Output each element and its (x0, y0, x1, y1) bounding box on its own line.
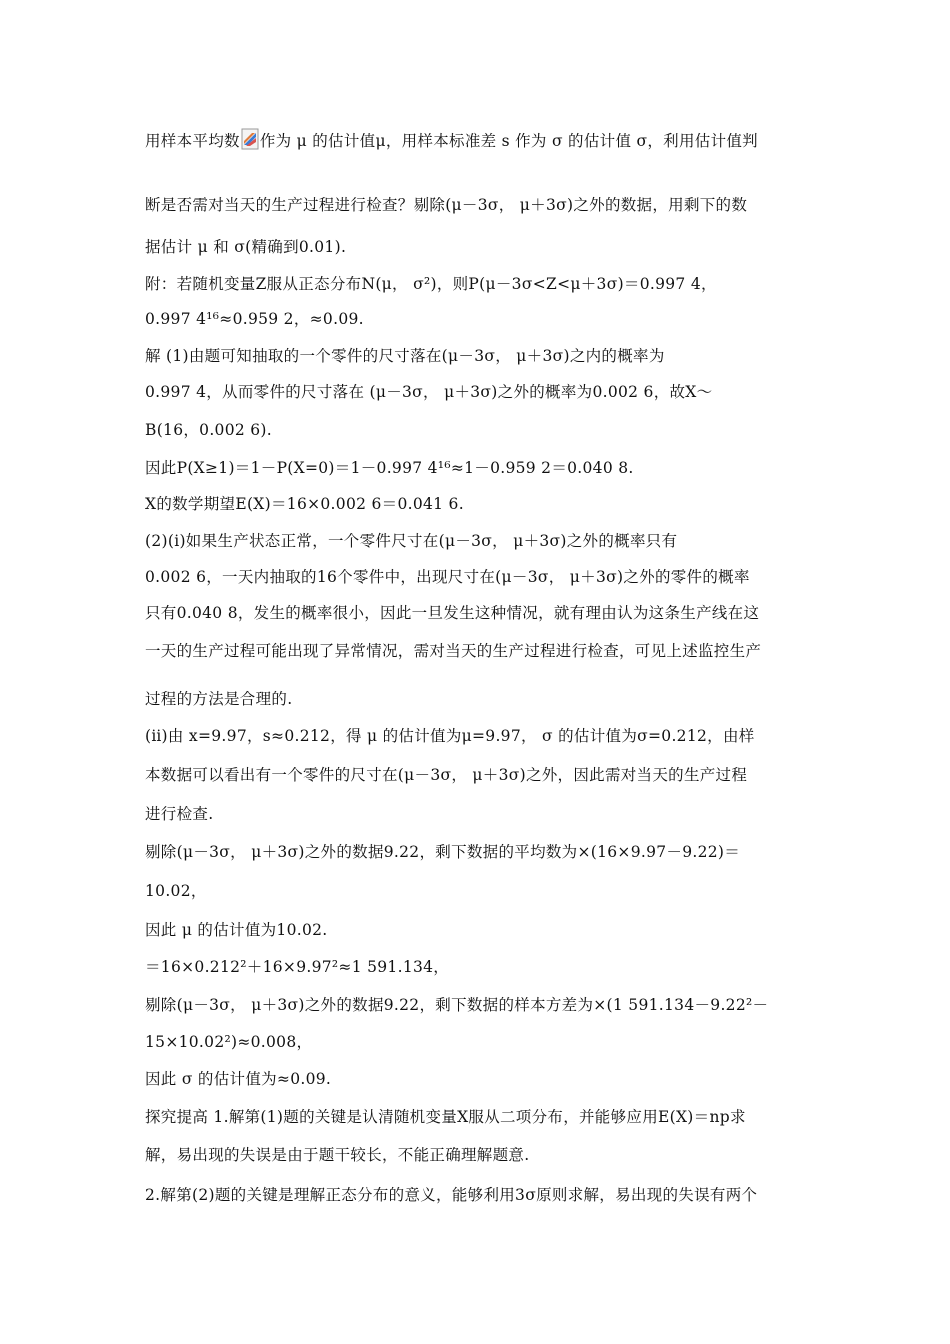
text-line-1 (145, 128, 758, 151)
text-line-11: (2)(ⅰ)如果生产状态正常，一个零件尺寸在(μ－3σ， μ＋3σ)之外的概率只有 (145, 532, 678, 550)
text-line-25: 因此 σ 的估计值为≈0.09. (145, 1070, 332, 1088)
text-line-24: 15×10.02²)≈0.008， (145, 1033, 313, 1051)
text-line-26: 探究提高 1.解第(1)题的关键是认清随机变量X服从二项分布，并能够应用E(X)＝np求 (145, 1108, 746, 1126)
text-line-23: 剔除(μ－3σ， μ＋3σ)之外的数据9.22，剩下数据的样本方差为×(1 591.134－9.22²－ (145, 996, 769, 1014)
text-line-4: 附：若随机变量Z服从正态分布N(μ， σ²)，则P(μ－3σ<Z<μ＋3σ)＝0.997 4， (145, 275, 717, 293)
text-line-15: 过程的方法是合理的. (145, 690, 293, 708)
text-line-2: 断是否需对当天的生产过程进行检查？剔除(μ－3σ， μ＋3σ)之外的数据，用剩下的数 (145, 196, 748, 214)
text-line-9: 因此P(X≥1)＝1－P(X=0)＝1－0.997 4¹⁶≈1－0.959 2＝0.040 8. (145, 459, 634, 477)
text-line-21: 因此 μ 的估计值为10.02. (145, 921, 328, 939)
text-segment: 作为 μ 的估计值μ，用样本标准差 s 作为 σ 的估计值 σ，利用估计值判 (259, 132, 758, 150)
text-line-12: 0.002 6，一天内抽取的16个零件中，出现尺寸在(μ－3σ， μ＋3σ)之外的零件的概率 (145, 568, 750, 586)
text-line-3: 据估计 μ 和 σ(精确到0.01). (145, 238, 347, 256)
text-line-8: B(16，0.002 6). (145, 421, 272, 439)
text-line-17: 本数据可以看出有一个零件的尺寸在(μ－3σ， μ＋3σ)之外，因此需对当天的生产过程 (145, 766, 748, 784)
broken-image-icon (241, 128, 259, 150)
text-line-22: ＝16×0.212²＋16×9.97²≈1 591.134， (145, 958, 450, 976)
text-line-7: 0.997 4，从而零件的尺寸落在 (μ－3σ， μ＋3σ)之外的概率为0.002 6，故X～ (145, 383, 713, 401)
text-line-20: 10.02， (145, 882, 207, 900)
text-line-10: X的数学期望E(X)＝16×0.002 6＝0.041 6. (145, 495, 464, 513)
text-line-18: 进行检查. (145, 805, 214, 823)
text-line-5: 0.997 4¹⁶≈0.959 2，≈0.09. (145, 310, 364, 328)
text-segment: 用样本平均数 (145, 132, 240, 150)
text-line-19: 剔除(μ－3σ， μ＋3σ)之外的数据9.22，剩下数据的平均数为×(16×9.97－9.22)＝ (145, 843, 741, 861)
text-line-27: 解，易出现的失误是由于题干较长，不能正确理解题意. (145, 1146, 530, 1164)
text-line-13: 只有0.040 8，发生的概率很小，因此一旦发生这种情况，就有理由认为这条生产线在这 (145, 604, 760, 622)
text-line-28: 2.解第(2)题的关键是理解正态分布的意义，能够利用3σ原则求解，易出现的失误有两个 (145, 1186, 758, 1204)
text-line-6: 解 (1)由题可知抽取的一个零件的尺寸落在(μ－3σ， μ＋3σ)之内的概率为 (145, 347, 665, 365)
text-line-16: (ⅱ)由 x=9.97，s≈0.212，得 μ 的估计值为μ=9.97， σ 的估计值为σ=0.212，由样 (145, 727, 755, 745)
text-line-14: 一天的生产过程可能出现了异常情况，需对当天的生产过程进行检查，可见上述监控生产 (145, 642, 762, 660)
